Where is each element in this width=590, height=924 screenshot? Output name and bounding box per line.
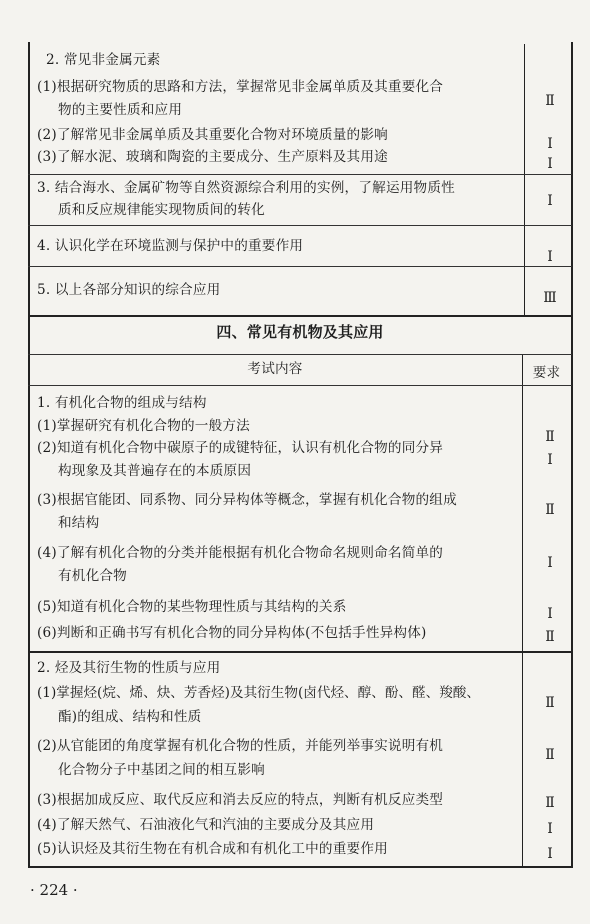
item-text: 有机化合物 xyxy=(58,568,127,584)
section-heading: 5. 以上各部分知识的综合应用 xyxy=(37,282,221,298)
item-text: 构现象及其普遍存在的本质原因 xyxy=(58,463,252,479)
item-text: (5)认识烃及其衍生物在有机合成和有机化工中的重要作用 xyxy=(37,841,388,857)
item-text: (4)了解天然气、石油液化气和汽油的主要成分及其应用 xyxy=(37,817,375,833)
table-left-border xyxy=(28,42,30,868)
item-text: 化合物分子中基团之间的相互影响 xyxy=(58,762,265,778)
column-header-requirement: 要求 xyxy=(532,365,561,381)
item-text: 质和反应规律能实现物质间的转化 xyxy=(58,202,265,218)
section-heading: 2. 烃及其衍生物的性质与应用 xyxy=(37,660,221,676)
item-text: (2)知道有机化合物中碳原子的成键特征，认识有机化合物的同分异 xyxy=(37,440,444,456)
item-text: (3)根据官能团、同系物、同分异构体等概念，掌握有机化合物的组成 xyxy=(37,492,457,508)
requirement-level: Ⅰ xyxy=(547,156,553,172)
section-divider xyxy=(28,651,572,653)
requirement-level: Ⅱ xyxy=(545,502,555,518)
requirement-level: Ⅰ xyxy=(547,452,553,468)
section-heading: 3. 结合海水、金属矿物等自然资源综合利用的实例，了解运用物质性 xyxy=(37,180,455,196)
requirement-level: Ⅲ xyxy=(543,290,557,306)
item-text: (6)判断和正确书写有机化合物的同分异构体(不包括手性异构体) xyxy=(37,625,427,641)
requirement-level: Ⅰ xyxy=(547,249,553,265)
column-header-content: 考试内容 xyxy=(247,361,303,377)
row-divider xyxy=(28,174,572,175)
requirement-level: Ⅰ xyxy=(547,555,553,571)
requirement-level: Ⅱ xyxy=(545,695,555,711)
requirement-level: Ⅰ xyxy=(547,846,553,862)
table-bottom-border xyxy=(28,866,572,868)
item-text: (3)根据加成反应、取代反应和消去反应的特点，判断有机反应类型 xyxy=(37,792,444,808)
requirement-level: Ⅱ xyxy=(545,629,555,645)
section-heading: 2. 常见非金属元素 xyxy=(46,52,161,68)
requirement-level: Ⅰ xyxy=(547,193,553,209)
section-divider xyxy=(28,315,572,317)
requirement-level: Ⅰ xyxy=(547,136,553,152)
requirement-level: Ⅱ xyxy=(545,429,555,445)
row-divider xyxy=(28,385,572,386)
item-text: 物的主要性质和应用 xyxy=(58,102,183,118)
item-text: (1)掌握研究有机化合物的一般方法 xyxy=(37,418,250,434)
item-text: (1)根据研究物质的思路和方法，掌握常见非金属单质及其重要化合 xyxy=(37,79,444,95)
item-text: (2)从官能团的角度掌握有机化合物的性质，并能列举事实说明有机 xyxy=(37,738,444,754)
requirement-level: Ⅰ xyxy=(547,606,553,622)
part-title: 四、常见有机物及其应用 xyxy=(216,323,384,341)
page-number: · 224 · xyxy=(30,881,78,899)
row-divider xyxy=(28,266,572,267)
item-text: (2)了解常见非金属单质及其重要化合物对环境质量的影响 xyxy=(37,127,388,143)
column-divider-bottom xyxy=(522,355,523,867)
item-text: (5)知道有机化合物的某些物理性质与其结构的关系 xyxy=(37,599,347,615)
requirement-level: Ⅰ xyxy=(547,821,553,837)
requirement-level: Ⅱ xyxy=(545,747,555,763)
section-heading: 1. 有机化合物的组成与结构 xyxy=(37,395,207,411)
row-divider xyxy=(28,354,572,355)
section-heading: 4. 认识化学在环境监测与保护中的重要作用 xyxy=(37,238,304,254)
column-divider-top xyxy=(524,44,525,316)
item-text: (1)掌握烃(烷、烯、炔、芳香烃)及其衍生物(卤代烃、醇、酚、醛、羧酸、 xyxy=(37,685,480,701)
item-text: 和结构 xyxy=(58,515,100,531)
item-text: (3)了解水泥、玻璃和陶瓷的主要成分、生产原料及其用途 xyxy=(37,149,388,165)
row-divider xyxy=(28,225,572,226)
table-right-border xyxy=(571,42,573,868)
item-text: 酯)的组成、结构和性质 xyxy=(58,709,202,725)
requirement-level: Ⅱ xyxy=(545,93,555,109)
item-text: (4)了解有机化合物的分类并能根据有机化合物命名规则命名简单的 xyxy=(37,545,444,561)
requirement-level: Ⅱ xyxy=(545,795,555,811)
